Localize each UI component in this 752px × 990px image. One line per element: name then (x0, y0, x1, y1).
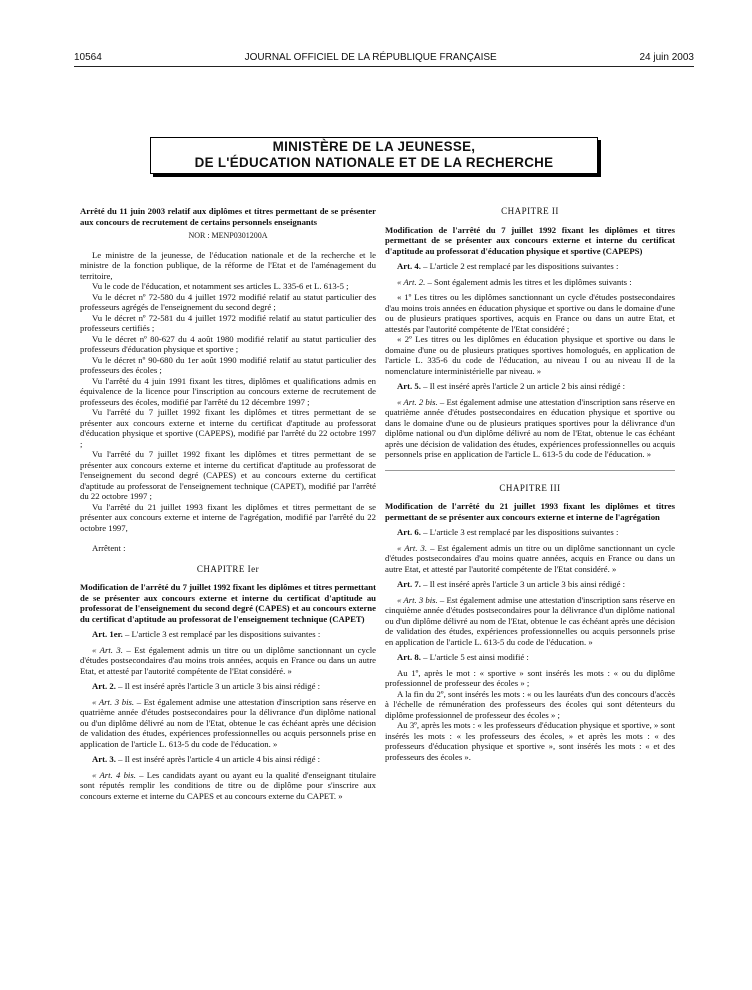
preamble-paragraph: Vu le décret nº 72-580 du 4 juillet 1972 modifié relatif au statut particulier des professeurs agrégés de l'enseignement du second degré ; (80, 291, 376, 312)
article-6-text: – L'article 3 est remplacé par les dispositions suivantes : (420, 527, 619, 537)
article-5-quote-heading: « Art. 2 bis. (397, 396, 438, 407)
chapter-1-heading: CHAPITRE Ier (196, 563, 260, 574)
page-header (74, 52, 694, 67)
article-4-item-2: « 2º Les titres ou les diplômes en éducation physique et sportive ou dans le domaine d'une ou de plusieurs pratiques sportives homologués, en application de l'article L. 335-6 du code de l'éducation, au niveau I ou au niveau II de la nomenclature interministérielle par niveau. » (385, 334, 675, 376)
preamble-paragraph: Vu l'arrêté du 7 juillet 1992 fixant les diplômes et titres permettant de se présenter aux concours externe et interne du certificat d'aptitude au professorat de l'enseignement du second degré (CAPES) et au concours externe du certificat d'aptitude au professorat de l'enseignement technique (CAPET), modifié par l'arrêté du 22 octobre 1997 ; (80, 449, 376, 501)
page-number: 10564 (74, 52, 102, 63)
preamble-paragraph: Le ministre de la jeunesse, de l'éducation nationale et de la recherche et le ministre de la fonction publique, de la réforme de l'Etat et de l'aménagement du territoire, (80, 249, 376, 281)
journal-title: JOURNAL OFFICIEL DE LA RÉPUBLIQUE FRANÇAISE (244, 52, 497, 63)
article-2-heading: Art. 2. (92, 681, 116, 691)
article-7-text: – Il est inséré après l'article 3 un article 3 bis ainsi rédigé : (420, 579, 626, 589)
preamble-paragraph: Vu le décret nº 80-627 du 4 août 1980 modifié relatif au statut particulier des professeurs d'éducation physique et sportive ; (80, 333, 376, 354)
article-4-item-1: « 1º Les titres ou les diplômes sanctionnant un cycle d'études postsecondaires d'au moins trois années en éducation physique et sportive ou dans le domaine d'une ou de plusieurs pratiques sportives, acquis en France ou dans un autre Etat, et attestés par l'autorité compétente de l'Etat considéré ; (385, 292, 675, 334)
article-8-text: – L'article 5 est ainsi modifié : (420, 652, 529, 662)
article-4-quote-text: – Sont également admis les titres et les diplômes suivants : (425, 276, 632, 287)
article-1-heading: Art. 1er. (92, 629, 123, 639)
decree-title: Arrêté du 11 juin 2003 relatif aux diplômes et titres permettant de se présenter aux concours de recrutement de certains personnels enseignants (80, 206, 376, 227)
chapter-divider (385, 470, 675, 471)
article-4-text: – L'article 2 est remplacé par les dispositions suivantes : (420, 261, 619, 271)
article-7-heading: Art. 7. (397, 579, 421, 589)
chapter-2-title: Modification de l'arrêté du 7 juillet 1992 fixant les diplômes et titres permettant de se présenter aux concours externe et interne du certificat d'aptitude au professorat d'éducation physique et sportive (CAPEPS) (385, 224, 675, 256)
left-column (80, 206, 376, 801)
article-3-text: – Il est inséré après l'article 4 un article 4 bis ainsi rédigé : (115, 754, 321, 764)
article-8-item-1: Au 1º, après le mot : « sportive » sont insérés les mots : « ou du diplôme professionnel de professeur des écoles » ; (385, 667, 675, 688)
preamble-paragraph: Vu le décret nº 72-581 du 4 juillet 1972 modifié relatif au statut particulier des professeurs certifiés ; (80, 312, 376, 333)
article-2-text: – Il est inséré après l'article 3 un article 3 bis ainsi rédigé : (115, 681, 321, 691)
article-4-quote-heading: « Art. 2. (397, 276, 426, 287)
chapter-3-title: Modification de l'arrêté du 21 juillet 1993 fixant les diplômes et titres permettant de se présenter aux concours externe et interne de l'agrégation (385, 501, 675, 522)
article-6-quote-text: – Est également admis un titre ou un diplôme sanctionnant un cycle d'études postsecondaires d'au moins quatre années, acquis en France ou dans un autre Etat, et attesté par l'autorité compétente de l'Etat considéré. » (385, 542, 675, 574)
article-3-heading: Art. 3. (92, 754, 116, 764)
article-1-quote-text: – Est également admis un titre ou un diplôme sanctionnant un cycle d'études postsecondaires d'au moins trois années, acquis en France ou dans un autre Etat, et attesté par l'autorité compétente de l'Etat considéré. » (80, 644, 376, 676)
preamble-paragraph: Vu le décret nº 90-680 du 1er août 1990 modifié relatif au statut particulier des professeurs des écoles ; (80, 354, 376, 375)
chapter-3-heading: CHAPITRE III (499, 482, 561, 493)
article-4-heading: Art. 4. (397, 261, 421, 271)
article-6-quote-heading: « Art. 3. (397, 542, 428, 553)
arretent-label: Arrêtent : (92, 543, 126, 553)
ministry-line-1: MINISTÈRE DE LA JEUNESSE, (272, 139, 476, 154)
article-8-item-2: A la fin du 2º, sont insérés les mots : « ou les lauréats d'un des concours d'accès à l'échelle de rémunération des professeurs des écoles qui sont détenteurs du diplôme professionnel de professeur des écoles » ; (385, 688, 675, 720)
chapter-2-heading: CHAPITRE II (501, 206, 559, 216)
article-8-heading: Art. 8. (397, 652, 421, 662)
article-7-quote-heading: « Art. 3 bis. (397, 594, 438, 605)
preamble-paragraph: Vu l'arrêté du 21 juillet 1993 fixant les diplômes et titres permettant de se présenter aux concours externe et interne de l'agrégation, modifié par l'arrêté du 22 octobre 1997, (80, 501, 376, 533)
chapter-1-title: Modification de l'arrêté du 7 juillet 1992 fixant les diplômes et titres permettant de se présenter aux concours externe et interne du certificat d'aptitude au professorat de l'enseignement du second degré (CAPES) et au concours externe du certificat d'aptitude au professorat de l'enseignement technique (CAPET) (80, 582, 376, 624)
article-1-quote-heading: « Art. 3. (92, 644, 123, 655)
article-5-quote-text: – Est également admise une attestation d'inscription sans réserve en quatrième année d'études postsecondaires en éducation physique et sportive ou dans le domaine d'une ou de plusieurs pratiques sportives pour la délivrance d'un diplôme national ou d'un diplôme délivré au nom de l'Etat, obtenue le cas échéant après une décision de validation des études, expériences professionnelles ou acquis personnels prise en application de l'article L. 613-5 du code de l'éducation. » (385, 396, 675, 459)
article-5-heading: Art. 5. (397, 381, 421, 391)
article-6-heading: Art. 6. (397, 527, 421, 537)
preamble-paragraph: Vu l'arrêté du 4 juin 1991 fixant les titres, diplômes et qualifications admis en équivalence de la licence pour l'inscription au concours externe de recrutement de professeurs des écoles, modifié par l'arrêté du 12 décembre 1997 ; (80, 375, 376, 407)
article-8-item-3: Au 3º, après les mots : « les professeurs d'éducation physique et sportive, » sont insérés les mots : « les professeurs des écoles, » et après les mots : « des professeurs d'éducation physique et sportive », sont insérés les mots : « et des professeurs des écoles ». (385, 720, 675, 762)
right-column (385, 206, 675, 762)
preamble-paragraph: Vu l'arrêté du 7 juillet 1992 fixant les diplômes et titres permettant de se présenter aux concours externe et interne du certificat d'aptitude au professorat d'éducation physique et sportive (CAPEPS), modifié par l'arrêté du 22 octobre 1997 ; (80, 407, 376, 449)
ministry-box (150, 137, 598, 174)
article-3-quote-heading: « Art. 4 bis. (92, 769, 136, 780)
article-5-text: – Il est inséré après l'article 2 un article 2 bis ainsi rédigé : (420, 381, 626, 391)
article-3-quote-text: – Les candidats ayant ou ayant eu la qualité d'enseignant titulaire sont réputés remplir les conditions de titre ou de diplôme pour s'inscrire aux concours externe et interne du CAPES et au concours externe du CAPET. » (80, 769, 376, 801)
article-1-text: – L'article 3 est remplacé par les dispositions suivantes : (122, 629, 321, 639)
article-7-quote-text: – Est également admise une attestation d'inscription sans réserve en cinquième année d'études postsecondaires pour la délivrance d'un diplôme national ou d'un diplôme délivré au nom de l'Etat, obtenue le cas échéant après une décision de validation des études, expériences professionnelles ou acquis personnels prise en application de l'article L. 613-5 du code de l'éducation. » (385, 594, 675, 647)
article-2-quote-heading: « Art. 3 bis. (92, 696, 135, 707)
article-2-quote-text: – Est également admise une attestation d'inscription sans réserve en quatrième année d'études postsecondaires pour la délivrance d'un diplôme national ou d'un diplôme délivré au nom de l'Etat, obtenue le cas échéant après une décision de validation des études, expériences professionnelles ou acquis personnels prise en application de l'article L. 613-5 du code de l'éducation. » (80, 696, 376, 749)
publication-date: 24 juin 2003 (639, 52, 694, 63)
preamble-paragraph: Vu le code de l'éducation, et notamment ses articles L. 335-6 et L. 613-5 ; (92, 281, 349, 291)
nor-reference: NOR : MENP0301200A (188, 231, 268, 240)
ministry-line-2: DE L'ÉDUCATION NATIONALE ET DE LA RECHERCHE (194, 155, 554, 170)
